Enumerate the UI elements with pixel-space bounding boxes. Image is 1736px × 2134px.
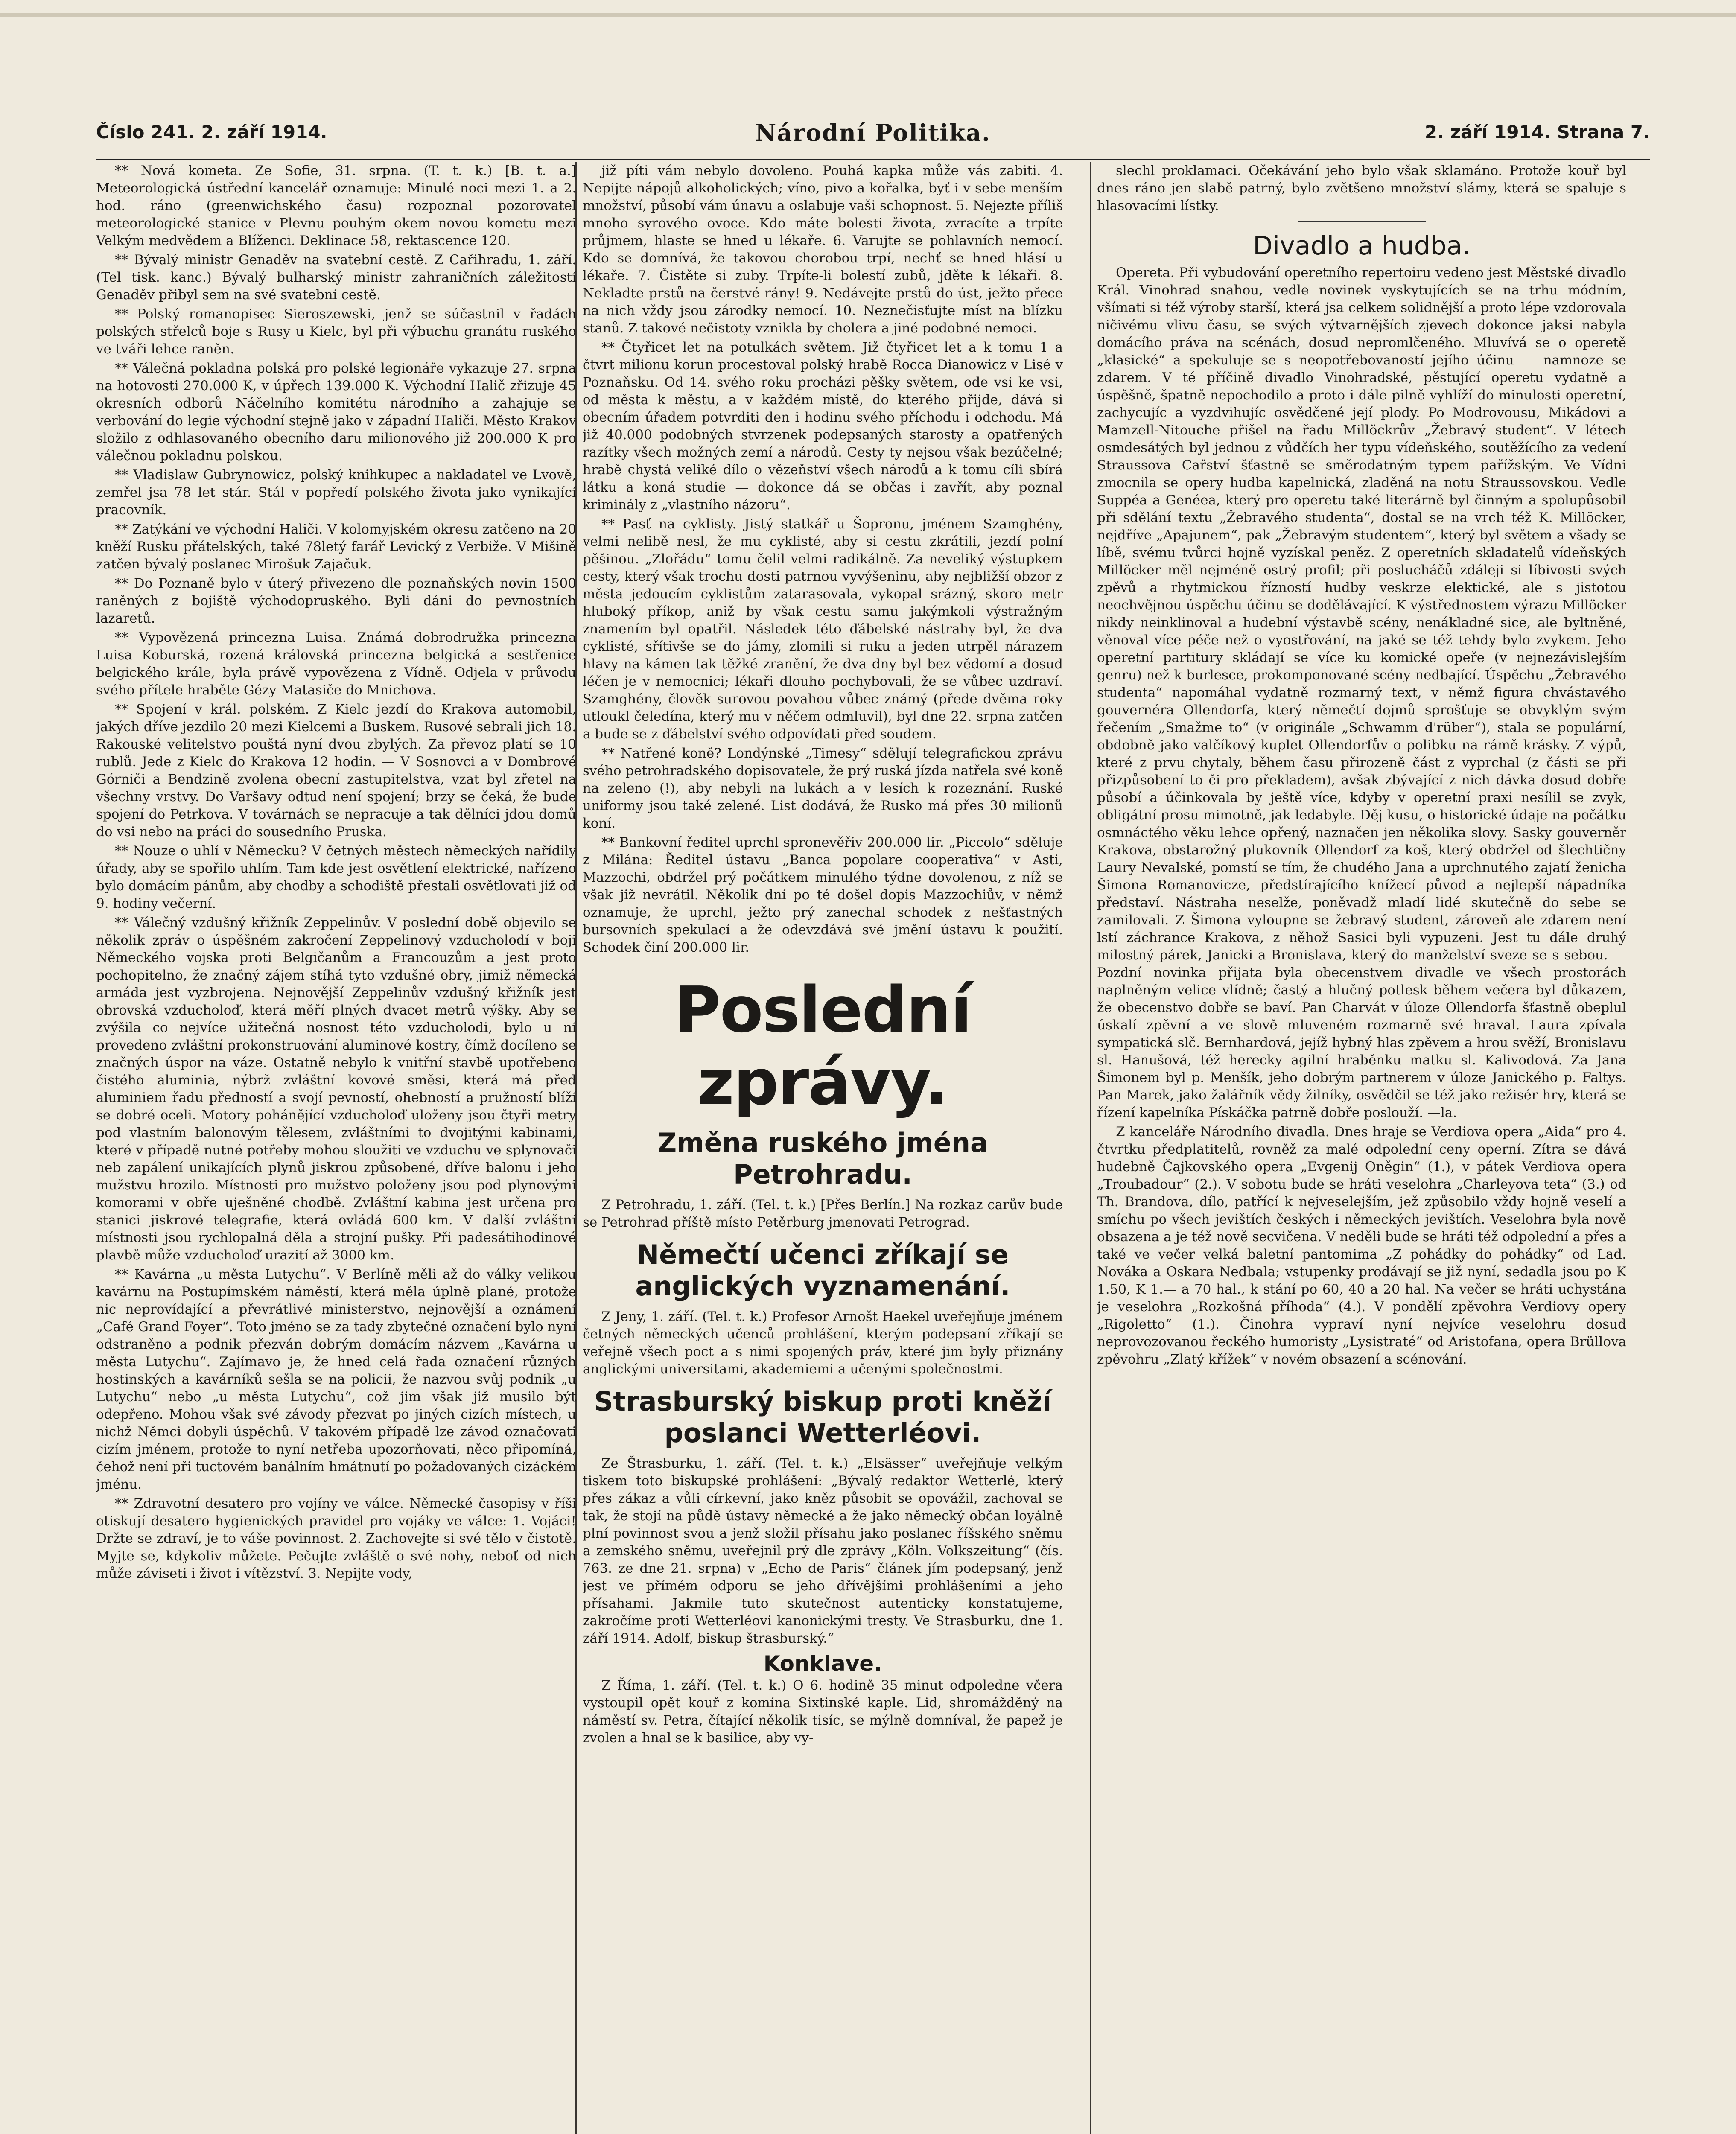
article-paragraph: slechl proklamaci. Očekávání jeho bylo však sklamáno. Protože kouř byl dnes ráno jen slabě patrný, bylo zvětšeno množství slámy, která se spaluje s hlasovacími lístky. bbox=[1097, 163, 1626, 213]
article-paragraph: ** Nouze o uhlí v Německu? V četných městech německých nařídily úřady, aby se spořilo uhlím. Tam kde jest osvětlení elektrické, nařízeno bylo domácím pánům, aby chodby a schodiště přestali osvětlovati již od 9. hodiny večerní. bbox=[96, 843, 576, 911]
column-1 bbox=[96, 162, 576, 2134]
column-3-continuation bbox=[1097, 162, 1626, 215]
article-paragraph: ** Bývalý ministr Genaděv na svatební cestě. Z Cařihradu, 1. září. (Tel tisk. kanc.) Bývalý bulharský ministr zahraničních záležitostí Genaděv přibyl sem na své svatební cestě. bbox=[96, 252, 576, 303]
article-paragraph: ** Čtyřicet let na potulkách světem. Již čtyřicet let a k tomu 1 a čtvrt milionu korun procestoval polský hrabě Rocca Dianowicz v Lisé v Poznaňsku. Od 14. svého roku procházi pěšky světem, ode vsi ke vsi, od města k městu, a v každém místě, do kterého přijde, dává si obecním úřadem potvrditi den i hodinu svého příchodu i odchodu. Má již 40.000 podobných stvrzenek podepsaných starosty a opatřených razítky všech možných zemí a národů. Cesty ty nejsou však bezúčelné; hrabě chystá veliké dílo o vězeňství všech národů a k tomu cíli sbírá látku a koná studie — dokonce dá se občas i zavřít, aby poznal kriminály z „vlastního názoru“. bbox=[583, 340, 1063, 513]
article-paragraph: ** Kavárna „u města Lutychu“. V Berlíně měli až do války velikou kavárnu na Postupímském náměstí, která měla úplně plané, protože nic neprovídající a převrátlivé ministerstvo, nejnovější a oznámení „Café Grand Foyer“. Toto jméno se za tady zbytečné označení bylo nyní odstraněno a podnik přezván dobrým domácím názvem „Kavárna u města Lutychu“. Zajímavo je, že hned celá řada označení různých hostinských a kavárníků sešla se na policii, že nazvou svůj podnik „u Lutychu“ nebo „u města Lutychu“, což jim však již musilo být odepřeno. Mohou však své závody přezvat po jiných cizích místech, u nichž Němci dobyli úspěchů. V takovém případě lze závod označovati cizím jménem, protože to nyní netřeba upozorňovati, něco připomíná, čehož není při tuctovém banálním hmátnutí po požadovaných cizáckém jménu. bbox=[96, 1267, 576, 1492]
article-paragraph: Opereta. Při vybudování operetního repertoiru vedeno jest Městské divadlo Král. Vinohrad snahou, vedle novinek vyskytujících se na trhu módním, všímati si též výroby starší, která jsa celkem solidnější a proto lépe vzdorovala ničivému vlivu času, se svých výtvarnějších zjevech dokonce jaksi nabyla domácího práva na scénách, dosud nepromlčeného. Mluvívá se o operetě „klasické“ a spekuluje se s neopotřebovaností jejího účinu — namnoze se zdarem. V té příčině divadlo Vinohradské, pěstující operetu vydatně a úspěšně, špatně nepochodilo a proto i dále pilně vyhlíží do minulosti operetní, zachycujíc a vyzdvihujíc osvědčené její plody. Po Modrovousu, Mikádovi a Mamzell-Nitouche přišel na řadu Millöckrův „Žebravý student“. V létech osmdesátých byl jednou z vůdčích her typu vídeňského, soutěžícího za vedení Straussova Cařství šťastně se směrodatným typem pařížským. Ve Vídni zmocnila se opery hudba kapelnická, zladěná na notu Straussovskou. Vedle Suppéa a Genéea, který pro operetu také literárně byl činným a spolupůsobil při sdělání textu „Žebravého studenta“, dostal se na vrch též K. Millöcker, nejdříve „Apajunem“, pak „Žebravým studentem“, který byl světem a všady se líbě, svému tvůrci hojně vyzískal peněz. Z operetních skladatelů vídeňských Millöcker měl nejméně ostrý profil; při poslucháčů zdáleji si líbivosti svých zpěvů a rhytmickou řízností hudby veskrze elektické, ale s jistotou neochvějnou úspěchu účinu se dodělávající. K výstřednostem výrazu Millöcker nikdy neinklinoval a hudební výstavbě scény, nenákladné sice, ale byltněné, věnoval více péče než o vyostřování, na jaké se též tehdy bylo zvykem. Jeho operetní partitury skládají se více ku komické opeře (v nejnezávislejším genru) než k burlesce, prokomponované scény nedbající. Úspěchu „Žebravého studenta“ napomáhal vydatně rozmarný text, v němž figura chvástavého gouvernéra Ollendorfa, který němečtí dojmů sprošťuje se obvyklým svým řečením „Smažme to“ (v originále „Schwamm d'rüber“), stala se populární, obdobně jako valčíkový kuplet Ollendorfův o polibku na rámě krásky. Z výpů, které z prvu chytaly, během času přirozeně část z vyprchal (z části se při přizpůsobení to či pro překladem), avšak zbývající z nich dávka dosud dobře působí a účinkovala by ještě více, kdyby v operetní praxi nesílil se zvyk, obligátní prosu mimotně, jak ledabyle. Děj kusu, o historické údaje na počátku osmnáctého věku lehce opřený, naznačen jen několika slovy. Sasky gouverněr Krakova, obstarožný plukovník Ollendorf za koš, který obdržel od šlechtičny Laury Nevalské, pomstí se tím, že chudého Jana a uprchnutého zajatí ženicha Šimona Romanovicze, předstírajícího knížecí původ a nejlepší nápadníka představí. Nástraha neselže, poněvadž mladí lidé skutečně do sebe se zamilovali. Z Šimona vyloupne se žebravý student, zároveň ale zdarem není lstí záchrance Krakova, z něhož Sasici byli vypuzeni. Jest tu dále druhý milostný párek, Janicki a Bronislava, který do manželství sveze se s sebou. — Pozdní novinka přijata byla obecenstvem divadle ve všech prostorách naplněným velice vlídně; častý a hlučný potlesk během večera byl důkazem, že obecenstvo dobře se baví. Pan Charvát v úloze Ollendorfa šťastně obeplul úskalí zpěvní a ve slově mluveném rozmarně své hraval. Laura zpívala sympatická slč. Bernhardová, jejíž hybný hlas zpěvem a hrou svěží, Bronislavu sl. Hanušová, též herecky agilní hraběnku matku sl. Kalivodová. Za Jana Šimonem byl p. Menšík, jeho dobrým partnerem v úloze Janického p. Faltys. Pan Marek, jako žalářník vědy žilníky, osvědčil se též jako režisér hry, která se řízení kapelníka Pískáčka patrně dobře poslouží. —la. bbox=[1097, 265, 1626, 1120]
headline-petrograd: Změna ruského jména Petrohradu. bbox=[657, 1127, 988, 1190]
scan-edge bbox=[0, 13, 1736, 17]
column-divider-2 bbox=[1090, 162, 1091, 2134]
masthead-title: Národní Politika. bbox=[755, 119, 991, 146]
column-3 bbox=[1097, 162, 1626, 2134]
article-paragraph: ** Zatýkání ve východní Haliči. V kolomyjském okresu zatčeno na 20 kněží Rusku přátelských, také 78letý farář Levický z Verbiže. V Mišině zatčen bývalý poslanec Mirošuk Zajačuk. bbox=[96, 522, 576, 572]
article-conclave: Z Říma, 1. září. (Tel. t. k.) O 6. hodině 35 minut odpoledne včera vystoupil opět kouř z komína Sixtinské kaple. Lid, shromážděný na náměstí sv. Petra, čítající několik tisíc, se mýlně domníval, že papež je zvolen a hnal se k basilice, aby vy- bbox=[583, 1678, 1063, 1746]
article-paragraph: ** Do Poznaně bylo v úterý přivezeno dle poznaňských novin 1500 raněných z bojiště východopruského. Byli dáni do pevnostních lazaretů. bbox=[96, 576, 576, 626]
article-paragraph: ** Válečný vzdušný křižník Zeppelinův. V poslední době objevilo se několik zpráv o úspěšném zakročení Zeppelinový vzducholodí v boji Německého vojska proti Belgičanům a Francouzům a jest proto pochopitelno, že značný zájem stíhá tyto vzdušné obry, jimiž německá armáda jest vyzbrojena. Nejnovější Zeppelinův vzdušný křižník jest obrovská vzducholoď, která měří plných dvacet metrů výšky. Aby se zvýšila co nejvíce užitečná nosnost této vzducholodi, bylo u ní provedeno zvláštní prokonstruování aluminové kostry, čímž docíleno se značných úspor na váze. Ostatně nebylo k vnitřní stavbě upotřebeno čistého aluminia, nýbrž zvláštní kovové směsi, která má před aluminiem řadu předností a svojí pevností, ohebností a pružností blíží se dobré oceli. Motory pohánějící vzducholoď uloženy jsou čtyři metry pod vlastním balonovým tělesem, zvláštními to dvojitými kabinami, které v případě nutné potřeby mohou sloužiti ve vzduchu ve splynovači neb zapálení unikajících plynů jiskrou způsobené, dříve balonu i jeho mužstvu hrozilo. Místnosti pro mužstvo položeny jsou pod plynovými komorami v obře uješněné chodbě. Zvláštní kabina jest určena pro stanici jiskrové telegrafie, která ovládá 600 km. V další zvláštní místnosti jsou rychlopalná děla a strojní pušky. Při padesátihodinové plavbě může vzducholoď urazití až 3000 km. bbox=[96, 915, 576, 1263]
article-paragraph: již píti vám nebylo dovoleno. Pouhá kapka může vás zabiti. 4. Nepijte nápojů alkoholických; víno, pivo a kořalka, byť i v sebe menším množství, působí vám únavu a oslabuje vaši schopnost. 5. Nejezte příliš mnoho syrového ovoce. Kdo máte bolesti života, zvracíte a trpíte průjmem, hlaste se hned u lékaře. 6. Varujte se pohlavních nemocí. Kdo se domnívá, že takovou chorobou trpí, nechť se hned hlásí u lékaře. 7. Čistěte si zuby. Trpíte-li bolestí zubů, jděte k lékaři. 8. Nekladte prstů na čerstvé rány! 9. Nedávejte prstů do úst, ježto přece na nich vždy jsou zárodky nemocí. 10. Neznečisťujte míst na blízku stanů. Z takové nečistoty vznikla by cholera a jiné podobné nemoci. bbox=[583, 163, 1063, 336]
column-2 bbox=[583, 162, 1063, 2134]
article-paragraph: ** Natřené koně? Londýnské „Timesy“ sdělují telegrafickou zprávu svého petrohradského dopisovatele, že prý ruská jízda natřela své koně na zeleno (!), aby nebyli na lukách a v lesích k rozeznání. Ruské uniformy jsou také zelené. List dodává, že Rusko má přes 30 milionů koní. bbox=[583, 746, 1063, 831]
section-rule bbox=[1298, 221, 1426, 222]
article-paragraph: Z kanceláře Národního divadla. Dnes hraje se Verdiova opera „Aida“ pro 4. čtvrtku předplatitelů, rovněž za malé odpolední ceny operní. Zítra se dává hudebně Čajkovského opera „Evgenij Oněgin“ (1.), v pátek Verdiova opera „Troubadour“ (2.). V sobotu bude se hráti veselohra „Charleyova teta“ (3.) od Th. Brandova, dílo, patřící k nejveselejším, jež způsobilo vždy hojně veselí a smíchu po všech jevištích českých i německých jevištích. Veselohra byla nově obsazena a je též nově secvičena. V neděli bude se hráti též odpolední a přes a také ve večer velká baletní pantomima „Z pohádky do pohádky“ od Lad. Nováka a Oskara Nedbala; vstupenky prodávají se již nyní, sedadla jsou po K 1.50, K 1.— a 70 hal., k stání po 60, 40 a 20 hal. Na večer se hráti uchystána je veselohra „Rozkošná příhoda“ (4.). V pondělí zpěvohra Verdiovy opery „Rigoletto“ (1.). Činohra vypraví nyní nejvíce veselohru dosud neprovozovanou řeckého humoristy „Lysistraté“ od Aristofana, opera Brüllova zpěvohru „Zlatý křížek“ v novém obsazení a scénování. bbox=[1097, 1124, 1626, 1367]
article-scholars: Z Jeny, 1. září. (Tel. t. k.) Profesor Arnošt Haekel uveřejňuje jménem četných německých učenců prohlášení, kterým podepsaní zříkají se veřejně všech poct a s nimi spojených práv, které jim byly přiznány anglickými universitami, akademiemi a učenými společnostmi. bbox=[583, 1309, 1063, 1377]
article-paragraph: ** Zdravotní desatero pro vojíny ve válce. Německé časopisy v říši otiskují desatero hygienických pravidel pro vojáky ve válce: 1. Vojáci! Držte se zdraví, je to váše povinnost. 2. Zachovejte si své tělo v čistotě. Myjte se, kdykoliv můžete. Pečujte zvláště o své nohy, neboť od nich může záviseti i život i vítězství. 3. Nepijte vody, bbox=[96, 1496, 576, 1581]
headline-scholars: Němečtí učenci zříkají se anglických vyznamenání. bbox=[635, 1239, 1010, 1302]
article-bishop: Ze Štrasburku, 1. září. (Tel. t. k.) „Elsässer“ uveřejňuje velkým tiskem toto biskupské prohlášení: „Bývalý redaktor Wetterlé, který přes zákaz a vůli církevní, jako kněz působit se opovážil, zachoval se tak, že stojí na půdě ústavy německé a že jako německý občan loyálně plní povinnost svou a jenž složil přísahu jako poslanec říšského sněmu a zemského sněmu, uveřejnil prý dle zprávy „Köln. Volkszeitung“ (čís. 763. ze dne 21. srpna) v „Echo de Paris“ článek jím podepsaný, jenž jest ve přímém odporu se jeho dřívějšími prohlášeními a jeho přísahami. Jakmile tuto skutečnost autenticky konstatujeme, zakročíme proti Wetterléovi kanonickými tresty. Ve Strasburku, dne 1. září 1914. Adolf, biskup štrasburský.“ bbox=[583, 1456, 1063, 1646]
issue-number: Číslo 241. 2. září 1914. bbox=[96, 122, 327, 143]
article-paragraph: ** Polský romanopisec Sieroszewski, jenž se súčastnil v řadách polských střelců boje s Rusy u Kielc, byl při výbuchu granátu ruského ve tváři lehce raněn. bbox=[96, 306, 576, 357]
article-paragraph: ** Pasť na cyklisty. Jistý statkář u Šopronu, jménem Szamghény, velmi nelibě nesl, že mu cyklisté, aby si cestu zkrátili, jezdí polní pěšinou. „Zlořádu“ tomu čelil velmi radikálně. Za neveliký výstupkem cesty, který však trochu dosti patrnou vyvýšeninu, aby nejbližší obzor z města jedoucím cyklistům zatarasovala, vykopal srázný, skoro metr hluboký příkop, aniž by však cestu samu jakýmkoli výstražným znamením byl opatřil. Následek této ďábelské nástrahy byl, že dva cyklisté, sřítivše se do jámy, zlomili si ruku a jeden utrpěl nárazem hlavy na kámen tak těžké zranění, že dva dny byl bez vědomí a dosud léčen je v nemocnici; lékaři dlouho pochybovali, že se vůbec uzdraví. Szamghény, člověk surovou povahou vůbec známý (přede dvěma roky utloukl čeledína, který mu v něčem odmluvil), byl dne 22. srpna zatčen a bude se z ďábelství svého odpovídati před soudem. bbox=[583, 516, 1063, 742]
headline-conclave: Konklave. bbox=[763, 1651, 882, 1676]
article-petrograd: Z Petrohradu, 1. září. (Tel. t. k.) [Přes Berlín.] Na rozkaz carův bude se Petrohrad příště místo Petěrburg jmenovati Petrograd. bbox=[583, 1197, 1063, 1230]
article-paragraph: ** Nová kometa. Ze Sofie, 31. srpna. (T. t. k.) [B. t. a.] Meteorologická ústřední kancelář oznamuje: Minulé noci mezi 1. a 2. hod. ráno (greenwichského času) rozpoznal pozorovatel meteorologické stanice v Plevnu pouhým okem novou kometu mezi Velkým medvědem a Blíženci. Deklinace 58, rektascence 120. bbox=[96, 163, 576, 248]
page-number: 2. září 1914. Strana 7. bbox=[1424, 122, 1650, 143]
article-paragraph: ** Vladislaw Gubrynowicz, polský knihkupec a nakladatel ve Lvově, zemřel jsa 78 let stár. Stál v popředí polského života jako vynikající pracovník. bbox=[96, 467, 576, 518]
column-2-articles bbox=[583, 162, 1063, 956]
article-paragraph: ** Vypovězená princezna Luisa. Známá dobrodružka princezna Luisa Koburská, rozená královská princezna belgická a sestřenice belgického krále, byla právě vypovězena z Vídně. Odjela v průvodu svého přítele hraběte Gézy Matasiče do Mnichova. bbox=[96, 630, 576, 698]
article-paragraph: ** Bankovní ředitel uprchl spronevěřiv 200.000 lir. „Piccolo“ sděluje z Milána: Ředitel ústavu „Banca popolare cooperativa“ v Asti, Mazzochi, obdržel prý počátkem minulého týdne dovolenou, z níž se však již nevrátil. Několik dní po té došel dopis Mazzochiův, v němž oznamuje, že uprchl, ježto prý zanechal schodek z nešťastných bursovních spekulací a že odevzdává své jmění ústavu k použití. Schodek činí 200.000 lir. bbox=[583, 835, 1063, 955]
theatre-articles bbox=[1097, 264, 1626, 1368]
header-rule bbox=[96, 159, 1650, 160]
page-header bbox=[96, 119, 1650, 160]
headline-bishop: Strasburský biskup proti kněží poslanci Wetterléovi. bbox=[594, 1386, 1052, 1449]
article-paragraph: ** Spojení v král. polském. Z Kielc jezdí do Krakova automobil, jakých dříve jezdilo 20 mezi Kielcemi a Buskem. Rusové sebrali jich 18. Rakouské velitelstvo pouštá nyní dvou zbylých. Za převoz platí se 10 rublů. Jede z Kielc do Krakova 12 hodin. — V Sosnovci a v Dombrové Górniči a Bendzině zvolena obecní zastupitelstva, vzat byl zřetel na všechny vrstvy. Do Varšavy odtud není spojení; brzy se čeká, že bude spojení do Petrkova. V továrnách se nepracuje a tak dělníci jdou domů do vsi nebo na práci do sousedního Pruska. bbox=[96, 702, 576, 840]
article-paragraph: ** Válečná pokladna polská pro polské legionáře vykazuje 27. srpna na hotovosti 270.000 K, v úpřech 139.000 K. Východní Halič zřizuje 45 okresních odborů Náčelního komitétu národního a zahajuje se verbování do legie východní stejně jako v západní Haliči. Město Krakov složilo z odhlasovaného obecního daru milionového již 200.000 K pro válečnou pokladnu polskou. bbox=[96, 361, 576, 464]
section-title-latest-news: Poslední zprávy. bbox=[674, 973, 972, 1119]
section-title-theatre: Divadlo a hudba. bbox=[1253, 231, 1470, 261]
